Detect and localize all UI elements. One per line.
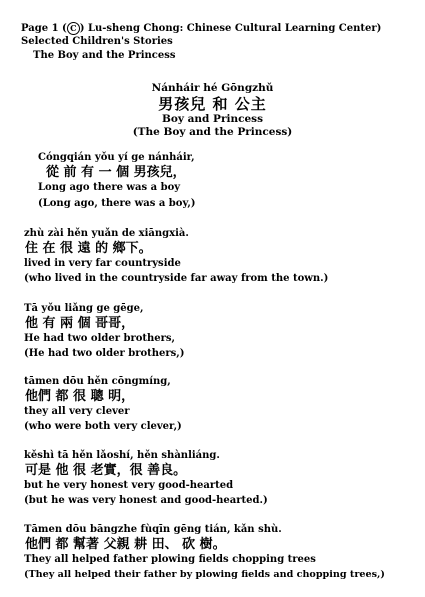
stanza-chinese: 他 有 兩 個 哥哥，: [25, 316, 135, 331]
stanza-pinyin: kěshì tā hěn lǎoshí, hěn shànliáng.: [24, 450, 220, 461]
title-pinyin: Nánháir hé Gōngzhǔ: [151, 82, 274, 94]
page-prefix: Page 1 (: [21, 23, 67, 34]
title-block: [0, 82, 425, 139]
stanza-english: lived in very far countryside: [24, 258, 181, 269]
copyright-icon: C: [67, 22, 80, 35]
stanza-chinese: 可是 他 很 老實，很 善良。: [25, 463, 187, 478]
collection-subtitle: Selected Children's Stories: [21, 36, 173, 47]
title-translation: (The Boy and the Princess): [132, 126, 293, 138]
stanza-chinese: 他們 都 幫著 父親 耕 田、 砍 樹。: [25, 537, 226, 552]
stanza-translation: (who were both very clever,): [24, 421, 182, 432]
stanza-translation: (who lived in the countryside far away from the town.): [24, 273, 329, 284]
stanza-translation: (Long ago, there was a boy,): [38, 198, 196, 209]
stanza-english: They all helped father plowing fields chopping trees: [24, 554, 316, 565]
stanza-english: Long ago there was a boy: [38, 182, 181, 193]
stanza-chinese: 住 在 很 遠 的 鄉下。: [25, 241, 152, 256]
stanza-chinese: 從 前 有 一 個 男孩兒，: [46, 165, 186, 180]
page-header: [21, 22, 381, 35]
stanza-english: they all very clever: [24, 406, 130, 417]
page-header-author: ) Lu-sheng Chong: Chinese Cultural Learning Center): [79, 23, 382, 34]
stanza-translation: (He had two older brothers,): [24, 348, 185, 359]
stanza-english: He had two older brothers,: [24, 333, 176, 344]
story-title: The Boy and the Princess: [33, 50, 176, 61]
title-english: Boy and Princess: [161, 113, 264, 125]
stanza-pinyin: Tā yǒu liǎng ge gēge,: [24, 303, 144, 314]
stanza-translation: (They all helped their father by plowing fields and chopping trees,): [24, 569, 385, 580]
stanza-pinyin: zhù zài hěn yuǎn de xiāngxià.: [24, 228, 189, 239]
stanza-chinese: 他們 都 很 聰 明，: [25, 389, 135, 404]
stanza-translation: (but he was very honest and good-hearted.): [24, 495, 268, 506]
stanza-pinyin: tāmen dōu hěn cōngmíng,: [24, 376, 171, 387]
stanza-pinyin: Cóngqián yǒu yí ge nánháir,: [38, 152, 195, 163]
title-chinese: 男孩兒 和 公主: [158, 95, 267, 113]
stanza-pinyin: Tāmen dōu bāngzhe fùqīn gēng tián, kǎn shù.: [24, 524, 282, 535]
stanza-english: but he very honest very good-hearted: [24, 480, 234, 491]
